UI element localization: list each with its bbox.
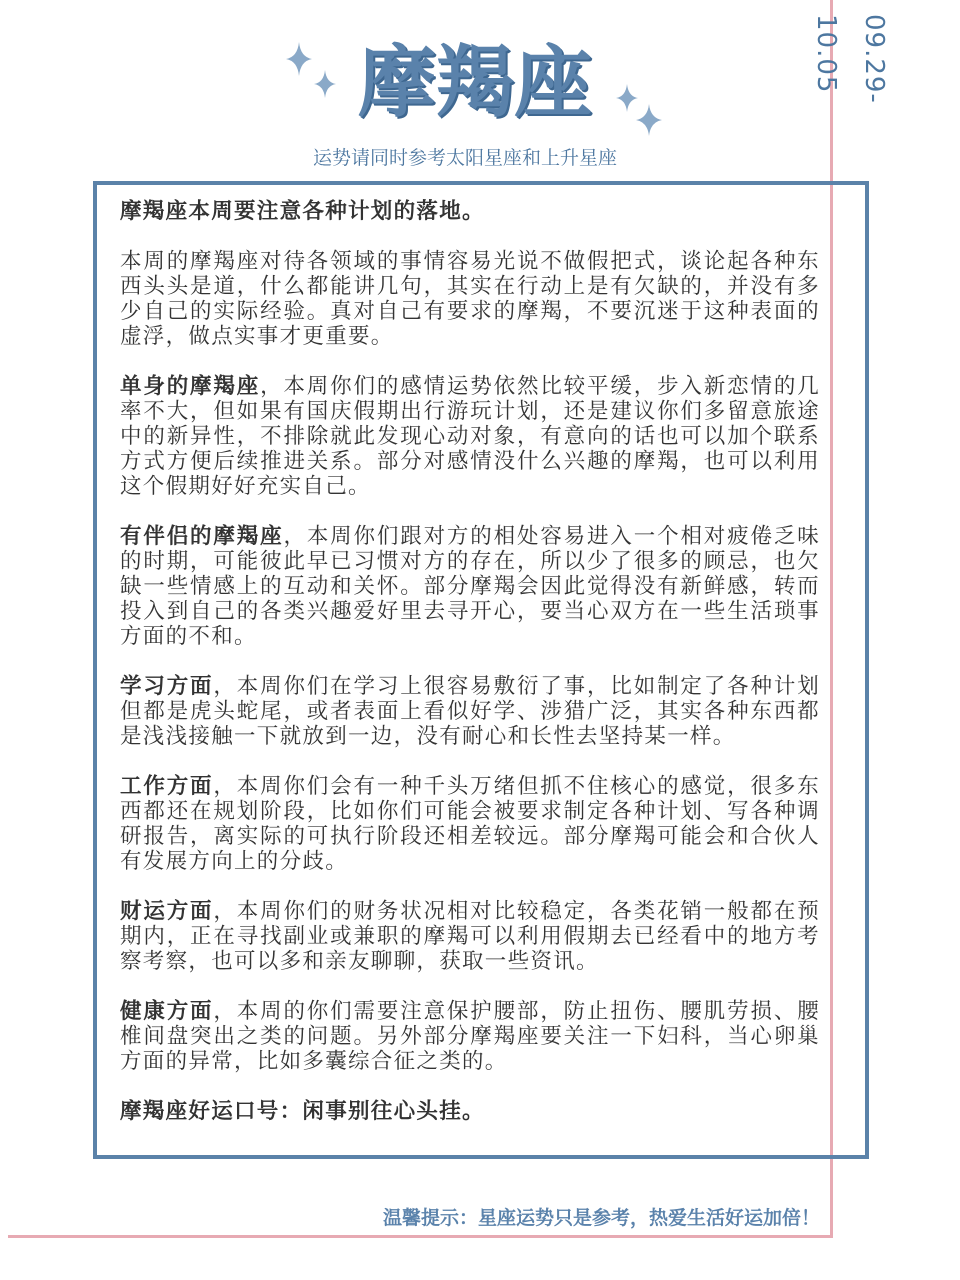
section-heading: 财运方面	[120, 899, 214, 924]
page-title: 摩羯座	[357, 38, 592, 128]
section-text: ，本周你们会有一种千头万绪但抓不住核心的感觉，很多东西都还在规划阶段，比如你们可能会被要求制定各种计划、写各种调研报告，离实际的可执行阶段还相差较远。部分摩羯可能会和合伙人有发展方向上的分歧。	[120, 774, 820, 874]
intro-paragraph: 本周的摩羯座对待各领域的事情容易光说不做假把式，谈论起各种东西头头是道，什么都能讲几句，其实在行动上是有欠缺的，并没有多少自己的实际经验。真对自己有要求的摩羯，不要沉迷于这种表面的虚浮，做点实事才更重要。	[120, 249, 820, 349]
date-range: 09.29-10.05	[811, 14, 889, 104]
section-heading: 有伴侣的摩羯座	[120, 524, 284, 549]
section-health	[120, 999, 820, 1074]
section-finance	[120, 899, 820, 974]
section-text: ，本周你们的财务状况相对比较稳定，各类花销一般都在预期内，正在寻找副业或兼职的摩羯可以利用假期去已经看中的地方考察考察，也可以多和亲友聊聊，获取一些资讯。	[120, 899, 820, 974]
sparkle-icon	[314, 70, 336, 98]
section-heading: 学习方面	[120, 674, 214, 699]
section-text: ，本周你们的感情运势依然比较平缓，步入新恋情的几率不大，但如果有国庆假期出行游玩计划，还是建议你们多留意旅途中的新异性，不排除就此发现心动对象，有意向的话也可以加个联系方式方便后续推进关系。部分对感情没什么兴趣的摩羯，也可以利用这个假期好好充实自己。	[120, 374, 820, 499]
section-work	[120, 774, 820, 874]
lucky-slogan: 摩羯座好运口号：闲事别往心头挂。	[120, 1099, 485, 1124]
horizontal-divider-line	[8, 1235, 833, 1238]
sparkle-icon	[636, 104, 662, 136]
sparkle-icon	[286, 42, 312, 76]
lead-sentence: 摩羯座本周要注意各种计划的落地。	[120, 199, 485, 224]
section-study	[120, 674, 820, 749]
section-text: ，本周你们在学习上很容易敷衍了事，比如制定了各种计划但都是虎头蛇尾，或者表面上看似好学、涉猎广泛，其实各种东西都是浅浅接触一下就放到一边，没有耐心和长性去坚持某一样。	[120, 674, 820, 749]
section-partnered	[120, 524, 820, 649]
section-single	[120, 374, 820, 499]
horoscope-content	[120, 199, 820, 1149]
section-text: ，本周你们跟对方的相处容易进入一个相对疲倦乏味的时期，可能彼此早已习惯对方的存在，所以少了很多的顾忌，也欠缺一些情感上的互动和关怀。部分摩羯会因此觉得没有新鲜感，转而投入到自己的各类兴趣爱好里去寻开心，要当心双方在一些生活琐事方面的不和。	[120, 524, 820, 649]
section-text: ，本周的你们需要注意保护腰部，防止扭伤、腰肌劳损、腰椎间盘突出之类的问题。另外部分摩羯座要关注一下妇科，当心卵巢方面的异常，比如多囊综合征之类的。	[120, 999, 820, 1074]
footer-tip: 温馨提示：星座运势只是参考，热爱生活好运加倍！	[382, 1207, 820, 1229]
page-subtitle: 运势请同时参考太阳星座和上升星座	[312, 147, 617, 169]
section-heading: 健康方面	[120, 999, 214, 1024]
section-heading: 单身的摩羯座	[120, 374, 261, 399]
section-heading: 工作方面	[120, 774, 214, 799]
sparkle-icon	[616, 84, 638, 112]
